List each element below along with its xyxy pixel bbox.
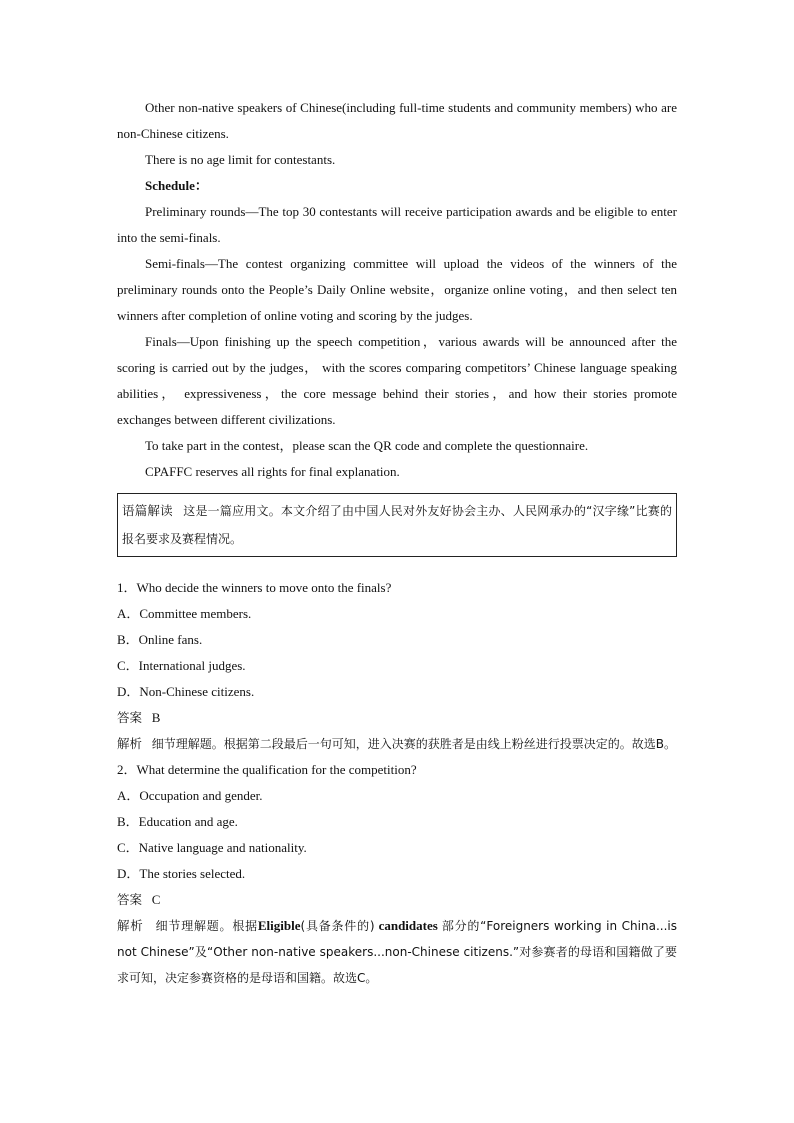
rights-statement: CPAFFC reserves all rights for final explanation. — [145, 464, 400, 479]
keyword-candidates: candidates — [378, 918, 438, 933]
option-b: B．Online fans. — [117, 632, 203, 647]
option-d: D．The stories selected. — [117, 866, 246, 881]
explanation-post: 部分的“Foreigners working in China...is not Chinese”及“Other non-native speakers...non-Chinese citizens.”对参赛者的母语和国籍做了要求可知，决定参赛资格的是母语和国籍。故选C。 — [117, 919, 677, 985]
option-c: C．International judges. — [117, 658, 246, 673]
analysis-content: 这是一篇应用文。本文介绍了由中国人民对外友好协会主办、人民网承办的“汉字缘”比赛的报名要求及赛程情况。 — [122, 504, 673, 546]
explanation-line — [117, 731, 677, 757]
explanation-text: 细节理解题。根据第二段最后一句可知，进入决赛的获胜者是由线上粉丝进行投票决定的。故选B。 — [151, 737, 677, 751]
explanation-line — [117, 913, 677, 991]
analysis-box — [117, 493, 677, 557]
option-a: A．Committee members. — [117, 606, 252, 621]
answer-value: B — [151, 710, 161, 725]
age-limit-line: There is no age limit for contestants. — [145, 152, 336, 167]
option-b: B．Education and age. — [117, 814, 238, 829]
keyword-eligible: Eligible — [257, 918, 301, 933]
contest-instructions: To take part in the contest，please scan the QR code and complete the questionnaire. — [145, 438, 589, 453]
explanation-label: 解析 — [117, 918, 144, 933]
answer-line — [117, 887, 677, 913]
explanation-pre: 细节理解题。根据 — [155, 919, 258, 933]
analysis-label: 语篇解读 — [122, 503, 173, 518]
schedule-heading: Schedule： — [145, 178, 208, 193]
answer-value: C — [151, 892, 161, 907]
answer-line — [117, 705, 677, 731]
document-page — [117, 95, 677, 991]
answer-label: 答案 — [117, 710, 143, 725]
explanation-label: 解析 — [117, 736, 143, 751]
answer-label: 答案 — [117, 892, 143, 907]
semifinals-paragraph: Semi-finals—The contest organizing committee will upload the videos of the winners of the preliminary rounds onto the People’s Daily Online website，organize online voting，and then select ten winners after completion of online voting and scoring by the judges. — [117, 256, 677, 323]
option-d: D．Non-Chinese citizens. — [117, 684, 255, 699]
finals-paragraph: Finals—Upon finishing up the speech competition，various awards will be announced after the scoring is carried out by the judges， with the scores comparing competitors’ Chinese language speaking abilities， expressiveness，the core message behind their stories，and how their stories promote exchanges between different civilizations. — [117, 334, 677, 427]
eligibility-line: Other non-native speakers of Chinese(including full-time students and community members) who are non-Chinese citizens. — [117, 100, 677, 141]
question-2 — [117, 757, 677, 991]
question-stem: 1．Who decide the winners to move onto the finals? — [117, 580, 392, 595]
analysis-text — [122, 497, 672, 553]
question-stem: 2．What determine the qualification for the competition? — [117, 762, 417, 777]
preliminary-paragraph: Preliminary rounds—The top 30 contestants will receive participation awards and be eligible to enter into the semi-finals. — [117, 204, 677, 245]
explanation-gloss: (具备条件的) — [300, 919, 375, 933]
question-1 — [117, 575, 677, 757]
option-a: A．Occupation and gender. — [117, 788, 263, 803]
option-c: C．Native language and nationality. — [117, 840, 307, 855]
